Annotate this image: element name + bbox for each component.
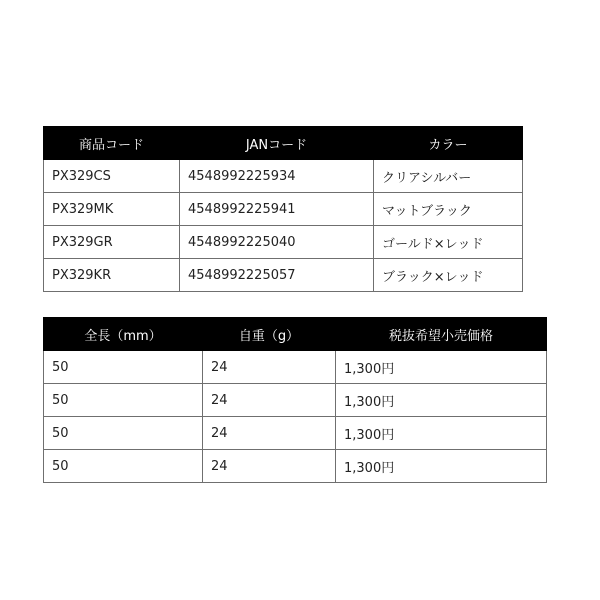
cell-length: 50 [44,384,203,417]
cell-color: ブラック×レッド [374,259,523,292]
cell-product-code: PX329MK [44,193,180,226]
table-row [44,226,523,259]
header-jan-code: JANコード [180,127,374,160]
table-row [44,351,547,384]
spec-price-table [43,317,547,483]
table-row [44,417,547,450]
header-weight: 自重（g） [203,318,336,351]
cell-product-code: PX329CS [44,160,180,193]
cell-product-code: PX329KR [44,259,180,292]
cell-price: 1,300円 [336,384,547,417]
header-length: 全長（mm） [44,318,203,351]
header-price: 税抜希望小売価格 [336,318,547,351]
cell-length: 50 [44,351,203,384]
cell-length: 50 [44,417,203,450]
cell-weight: 24 [203,450,336,483]
table-row [44,450,547,483]
cell-price: 1,300円 [336,450,547,483]
cell-jan-code: 4548992225057 [180,259,374,292]
cell-length: 50 [44,450,203,483]
cell-color: マットブラック [374,193,523,226]
table-row [44,160,523,193]
cell-price: 1,300円 [336,351,547,384]
table-header-row [44,318,547,351]
table-row [44,193,523,226]
table-row [44,259,523,292]
header-color: カラー [374,127,523,160]
product-code-table [43,126,523,292]
cell-jan-code: 4548992225934 [180,160,374,193]
cell-color: ゴールド×レッド [374,226,523,259]
cell-price: 1,300円 [336,417,547,450]
cell-weight: 24 [203,417,336,450]
cell-jan-code: 4548992225040 [180,226,374,259]
cell-weight: 24 [203,384,336,417]
table-row [44,384,547,417]
table-header-row [44,127,523,160]
cell-weight: 24 [203,351,336,384]
cell-product-code: PX329GR [44,226,180,259]
cell-jan-code: 4548992225941 [180,193,374,226]
cell-color: クリアシルバー [374,160,523,193]
header-product-code: 商品コード [44,127,180,160]
